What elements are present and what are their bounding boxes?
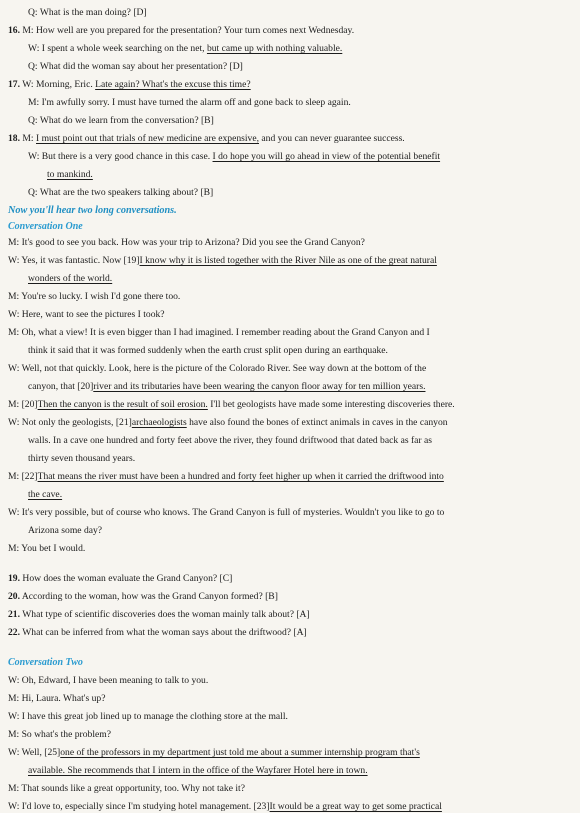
underlined-text: I know why it is listed together with the River Nile as one of the great natural [139, 255, 437, 266]
text-line [0, 765, 580, 777]
underlined-text: It would be a great way to get some practical [269, 801, 442, 812]
text-segment: How does the woman evaluate the Grand Canyon? [C] [20, 573, 233, 584]
text-segment: M: Oh, what a view! It is even bigger than I had imagined. I remember reading about the Grand Canyon and I [8, 327, 430, 338]
text-line [0, 783, 580, 795]
underlined-text: I do hope you will go ahead in view of the potential benefit [212, 151, 441, 162]
text-segment: Q: What are the two speakers talking about? [B] [28, 187, 214, 198]
text-segment: Conversation One [8, 221, 83, 232]
text-line [0, 309, 580, 321]
text-segment: What can be inferred from what the woman says about the driftwood? [A] [20, 627, 307, 638]
text-segment: M: Hi, Laura. What's up? [8, 693, 106, 704]
conversation-heading [0, 221, 580, 233]
text-segment: M: So what's the problem? [8, 729, 111, 740]
text-segment: W: But there is a very good chance in this case. [28, 151, 213, 162]
text-line [0, 627, 580, 639]
text-segment: I'll bet geologists have made some interesting discoveries there. [207, 399, 455, 410]
question-number: 22. [8, 627, 20, 638]
underlined-text: Late again? What's the excuse this time? [95, 79, 251, 90]
text-segment: What type of scientific discoveries does the woman mainly talk about? [A] [20, 609, 310, 620]
question-number: 19. [8, 573, 20, 584]
text-line [0, 435, 580, 447]
text-line [0, 43, 580, 55]
underlined-text: the cave. [28, 489, 63, 500]
text-line [0, 747, 580, 759]
text-line [0, 255, 580, 267]
text-line [0, 61, 580, 73]
text-segment: Q: What is the man doing? [D] [28, 7, 147, 18]
text-line [0, 609, 580, 621]
text-line [0, 489, 580, 501]
text-segment: M: You're so lucky. I wish I'd gone there too. [8, 291, 181, 302]
text-segment: have also found the bones of extinct animals in caves in the canyon [186, 417, 448, 428]
text-line [0, 573, 580, 585]
text-segment: Conversation Two [8, 657, 83, 668]
question-number: 18. [8, 133, 20, 144]
text-segment: M: How well are you prepared for the presentation? Your turn comes next Wednesday. [20, 25, 355, 36]
text-segment: W: Yes, it was fantastic. Now [19] [8, 255, 140, 266]
underlined-text: but came up with nothing valuable. [206, 43, 343, 54]
text-line [0, 237, 580, 249]
underlined-text: Then the canyon is the result of soil erosion. [37, 399, 208, 410]
text-segment: M: It's good to see you back. How was your trip to Arizona? Did you see the Grand Canyon? [8, 237, 365, 248]
text-line [0, 729, 580, 741]
text-line [0, 169, 580, 181]
text-line [0, 7, 580, 19]
text-line [0, 345, 580, 357]
question-number: 21. [8, 609, 20, 620]
text-segment: W: Oh, Edward, I have been meaning to talk to you. [8, 675, 209, 686]
text-line [0, 417, 580, 429]
text-line [0, 471, 580, 483]
text-line [0, 97, 580, 109]
text-segment: M: That sounds like a great opportunity, too. Why not take it? [8, 783, 245, 794]
question-number: 17. [8, 79, 20, 90]
text-line [0, 801, 580, 813]
text-segment: M: [20] [8, 399, 38, 410]
text-line [0, 525, 580, 537]
text-segment: M: [22] [8, 471, 38, 482]
underlined-text: wonders of the world. [28, 273, 113, 284]
text-segment: According to the woman, how was the Grand Canyon formed? [B] [20, 591, 278, 602]
text-line [0, 711, 580, 723]
text-segment: W: I'd love to, especially since I'm studying hotel management. [23] [8, 801, 270, 812]
text-segment: W: Well, [25] [8, 747, 61, 758]
underlined-text: I must point out that trials of new medicine are expensive, [36, 133, 259, 144]
underlined-text: That means the river must have been a hundred and forty feet higher up when it carried the driftwood into [37, 471, 444, 482]
text-segment: M: [20, 133, 36, 144]
text-segment: Q: What did the woman say about her presentation? [D] [28, 61, 243, 72]
text-line [0, 151, 580, 163]
text-segment: W: It's very possible, but of course who knows. The Grand Canyon is full of mysteries. Wouldn't you like to go to [8, 507, 445, 518]
text-line [0, 133, 580, 145]
text-segment: W: I have this great job lined up to manage the clothing store at the mall. [8, 711, 288, 722]
text-segment: W: Here, want to see the pictures I took? [8, 309, 165, 320]
text-segment: thirty seven thousand years. [28, 453, 136, 464]
text-line [0, 25, 580, 37]
text-line [0, 363, 580, 375]
text-line [0, 453, 580, 465]
text-segment: think it said that it was formed suddenly when the earth crust split open during an earthquake. [28, 345, 388, 356]
text-segment: canyon, that [20] [28, 381, 94, 392]
underlined-text: river and its tributaries have been wearing the canyon floor away for ten million years. [93, 381, 426, 392]
text-line [0, 675, 580, 687]
text-segment: walls. In a cave one hundred and forty feet above the river, they found driftwood that dated back as far as [28, 435, 432, 446]
text-segment: W: Well, not that quickly. Look, here is the picture of the Colorado River. See way down at the bottom of the [8, 363, 427, 374]
text-segment: Q: What do we learn from the conversation? [B] [28, 115, 214, 126]
text-line [0, 115, 580, 127]
text-line [0, 291, 580, 303]
text-segment: Now you'll hear two long conversations. [8, 205, 177, 216]
text-segment: M: You bet I would. [8, 543, 86, 554]
conversation-heading [0, 657, 580, 669]
text-segment: W: Morning, Eric. [20, 79, 96, 90]
underlined-text: one of the professors in my department just told me about a summer internship program that's [60, 747, 420, 758]
text-line [0, 507, 580, 519]
text-line [0, 381, 580, 393]
text-line [0, 399, 580, 411]
text-line [0, 79, 580, 91]
text-line [0, 273, 580, 285]
text-line [0, 327, 580, 339]
underlined-text: to mankind. [47, 169, 93, 180]
text-line [0, 591, 580, 603]
underlined-text: available. She recommends that I intern in the office of the Wayfarer Hotel here in town. [28, 765, 368, 776]
text-line [0, 543, 580, 555]
text-segment: and you can never guarantee success. [259, 133, 405, 144]
text-segment: W: I spent a whole week searching on the net, [28, 43, 207, 54]
text-segment: Arizona some day? [28, 525, 103, 536]
question-number: 20. [8, 591, 20, 602]
section-heading [0, 205, 580, 217]
text-line [0, 187, 580, 199]
underlined-text: archaeologists [131, 417, 187, 428]
text-segment: M: I'm awfully sorry. I must have turned the alarm off and gone back to sleep again. [28, 97, 351, 108]
text-segment: W: Not only the geologists, [21] [8, 417, 132, 428]
question-number: 16. [8, 25, 20, 36]
text-line [0, 693, 580, 705]
